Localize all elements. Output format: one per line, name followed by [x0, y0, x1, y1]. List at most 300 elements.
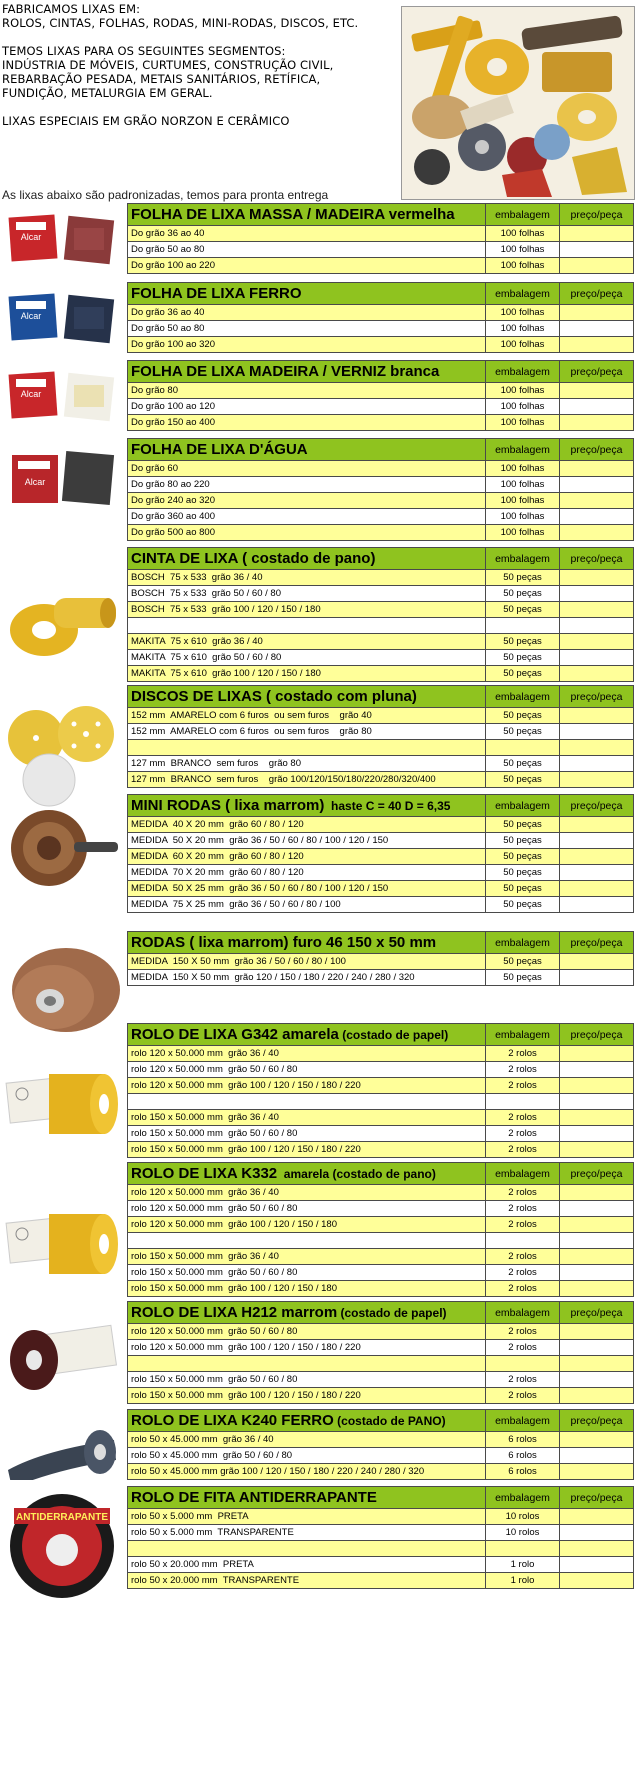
- price-table: [127, 1162, 634, 1297]
- packaging-quantity: 100 folhas: [486, 493, 560, 509]
- table-row: [128, 833, 634, 849]
- table-header-row: [128, 932, 634, 954]
- header-text: [2, 2, 402, 128]
- packaging-quantity: 50 peças: [486, 865, 560, 881]
- product-description: rolo 120 x 50.000 mm grão 100 / 120 / 150 / 180 / 220: [128, 1340, 486, 1356]
- section-title: [128, 548, 486, 570]
- packaging-quantity: 50 peças: [486, 586, 560, 602]
- table-row: [128, 1324, 634, 1340]
- product-description: Do grão 240 ao 320: [128, 493, 486, 509]
- table-row: [128, 1217, 634, 1233]
- table-header-row: [128, 361, 634, 383]
- packaging-quantity: 100 folhas: [486, 226, 560, 242]
- section-title-text: DISCOS DE LIXAS ( costado com pluna): [131, 688, 417, 705]
- header-line: ROLOS, CINTAS, FOLHAS, RODAS, MINI-RODAS, DISCOS, ETC.: [2, 16, 359, 30]
- packaging-quantity: 50 peças: [486, 602, 560, 618]
- price-cell: [560, 1046, 634, 1062]
- product-description: rolo 50 x 5.000 mm PRETA: [128, 1509, 486, 1525]
- header-line: FABRICAMOS LIXAS EM:: [2, 2, 141, 16]
- brown-paper-roll-image: [4, 1310, 122, 1400]
- section-title: [128, 795, 486, 817]
- product-description: rolo 120 x 50.000 mm grão 100 / 120 / 150 / 180 / 220: [128, 1078, 486, 1094]
- product-description: [128, 618, 486, 634]
- table-row: [128, 1046, 634, 1062]
- price-cell: [560, 570, 634, 586]
- hero-product-photo: [401, 6, 635, 200]
- price-cell: [560, 970, 634, 986]
- table-row: [128, 1265, 634, 1281]
- price-cell: [560, 399, 634, 415]
- product-description: 152 mm AMARELO com 6 furos ou sem furos grão 80: [128, 724, 486, 740]
- table-header-row: [128, 1410, 634, 1432]
- table-row: [128, 586, 634, 602]
- product-description: 152 mm AMARELO com 6 furos ou sem furos grão 40: [128, 708, 486, 724]
- price-cell: [560, 817, 634, 833]
- price-table: [127, 685, 634, 788]
- packaging-quantity: 6 rolos: [486, 1464, 560, 1480]
- price-cell: [560, 1388, 634, 1404]
- packaging-quantity: 100 folhas: [486, 415, 560, 431]
- product-description: rolo 150 x 50.000 mm grão 100 / 120 / 150 / 180: [128, 1281, 486, 1297]
- product-description: Do grão 36 ao 40: [128, 226, 486, 242]
- yellow-paper-roll-image: [4, 1050, 122, 1170]
- table-header-row: [128, 1163, 634, 1185]
- red-sandpaper-sheets-image: [4, 210, 122, 265]
- price-table: [127, 1301, 634, 1404]
- price-cell: [560, 772, 634, 788]
- table-row: [128, 618, 634, 634]
- header-line: LIXAS ESPECIAIS EM GRÃO NORZON E CERÂMICO: [2, 114, 290, 128]
- packaging-quantity: 2 rolos: [486, 1110, 560, 1126]
- price-cell: [560, 509, 634, 525]
- header-line: REBARBAÇÃO PESADA, METAIS SANITÁRIOS, RETÍFICA,: [2, 72, 321, 86]
- price-table: [127, 1023, 634, 1158]
- price-cell: [560, 1432, 634, 1448]
- packaging-column-header: embalagem: [486, 439, 560, 461]
- table-header-row: [128, 686, 634, 708]
- packaging-column-header: embalagem: [486, 795, 560, 817]
- table-row: [128, 1557, 634, 1573]
- table-row: [128, 881, 634, 897]
- table-header-row: [128, 283, 634, 305]
- price-cell: [560, 586, 634, 602]
- packaging-quantity: 50 peças: [486, 817, 560, 833]
- table-row: [128, 756, 634, 772]
- product-description: Do grão 80: [128, 383, 486, 399]
- price-cell: [560, 1110, 634, 1126]
- price-table: [127, 438, 634, 541]
- packaging-quantity: 1 rolo: [486, 1557, 560, 1573]
- table-row: [128, 1432, 634, 1448]
- price-cell: [560, 321, 634, 337]
- price-cell: [560, 305, 634, 321]
- product-description: Do grão 36 ao 40: [128, 305, 486, 321]
- packaging-column-header: embalagem: [486, 361, 560, 383]
- price-cell: [560, 1217, 634, 1233]
- packaging-quantity: 50 peças: [486, 881, 560, 897]
- product-description: Do grão 50 ao 80: [128, 321, 486, 337]
- table-row: [128, 1464, 634, 1480]
- table-row: [128, 242, 634, 258]
- price-cell: [560, 1233, 634, 1249]
- packaging-column-header: embalagem: [486, 1487, 560, 1509]
- price-table: [127, 360, 634, 431]
- section-title: [128, 361, 486, 383]
- table-row: [128, 383, 634, 399]
- price-table: [127, 1409, 634, 1480]
- price-cell: [560, 477, 634, 493]
- table-header-row: [128, 1487, 634, 1509]
- product-description: MEDIDA 60 X 20 mm grão 60 / 80 / 120: [128, 849, 486, 865]
- packaging-column-header: embalagem: [486, 283, 560, 305]
- price-cell: [560, 258, 634, 274]
- product-description: MEDIDA 50 X 25 mm grão 36 / 50 / 60 / 80 / 100 / 120 / 150: [128, 881, 486, 897]
- product-description: Do grão 500 ao 800: [128, 525, 486, 541]
- product-description: [128, 1356, 486, 1372]
- price-column-header: preço/peça: [560, 1302, 634, 1324]
- packaging-column-header: embalagem: [486, 1302, 560, 1324]
- section-title: [128, 1487, 486, 1509]
- product-description: rolo 50 x 45.000 mm grão 50 / 60 / 80: [128, 1448, 486, 1464]
- table-row: [128, 817, 634, 833]
- table-row: [128, 509, 634, 525]
- price-cell: [560, 1185, 634, 1201]
- price-column-header: preço/peça: [560, 795, 634, 817]
- table-row: [128, 1340, 634, 1356]
- price-cell: [560, 525, 634, 541]
- packaging-column-header: embalagem: [486, 1024, 560, 1046]
- price-cell: [560, 602, 634, 618]
- product-description: Do grão 100 ao 220: [128, 258, 486, 274]
- packaging-quantity: 2 rolos: [486, 1126, 560, 1142]
- price-cell: [560, 650, 634, 666]
- product-description: MEDIDA 70 X 20 mm grão 60 / 80 / 120: [128, 865, 486, 881]
- product-description: rolo 50 x 5.000 mm TRANSPARENTE: [128, 1525, 486, 1541]
- packaging-quantity: 2 rolos: [486, 1388, 560, 1404]
- table-row: [128, 1249, 634, 1265]
- table-row: [128, 1281, 634, 1297]
- price-cell: [560, 1573, 634, 1589]
- packaging-quantity: 100 folhas: [486, 399, 560, 415]
- price-cell: [560, 1372, 634, 1388]
- table-row: [128, 1126, 634, 1142]
- section-title-text: ROLO DE FITA ANTIDERRAPANTE: [131, 1489, 377, 1506]
- price-cell: [560, 242, 634, 258]
- header-gap: [2, 100, 402, 114]
- price-table: [127, 931, 634, 986]
- price-cell: [560, 383, 634, 399]
- blue-sandpaper-sheets-image: [4, 289, 122, 344]
- table-row: [128, 258, 634, 274]
- table-row: [128, 1573, 634, 1589]
- flap-wheel-image: [4, 935, 122, 1045]
- packaging-quantity: 50 peças: [486, 833, 560, 849]
- packaging-quantity: 100 folhas: [486, 242, 560, 258]
- price-cell: [560, 1126, 634, 1142]
- section-title: [128, 1024, 486, 1046]
- table-row: [128, 1094, 634, 1110]
- price-cell: [560, 1557, 634, 1573]
- table-row: [128, 954, 634, 970]
- section-title-text: ROLO DE LIXA K332: [131, 1165, 278, 1182]
- product-description: [128, 740, 486, 756]
- packaging-column-header: embalagem: [486, 686, 560, 708]
- product-description: rolo 150 x 50.000 mm grão 100 / 120 / 150 / 180 / 220: [128, 1142, 486, 1158]
- price-cell: [560, 666, 634, 682]
- table-row: [128, 493, 634, 509]
- section-title-text: FOLHA DE LIXA MASSA / MADEIRA vermelha: [131, 206, 455, 223]
- product-description: MEDIDA 40 X 20 mm grão 60 / 80 / 120: [128, 817, 486, 833]
- price-column-header: preço/peça: [560, 932, 634, 954]
- packaging-quantity: 100 folhas: [486, 461, 560, 477]
- price-table: [127, 1486, 634, 1589]
- table-row: [128, 1541, 634, 1557]
- product-description: BOSCH 75 x 533 grão 36 / 40: [128, 570, 486, 586]
- packaging-quantity: 2 rolos: [486, 1324, 560, 1340]
- table-row: [128, 1142, 634, 1158]
- table-header-row: [128, 439, 634, 461]
- packaging-column-header: embalagem: [486, 932, 560, 954]
- table-row: [128, 740, 634, 756]
- section-subtitle: (costado de PANO): [333, 1414, 446, 1428]
- table-row: [128, 321, 634, 337]
- table-header-row: [128, 795, 634, 817]
- sanding-discs-image: [4, 698, 122, 808]
- packaging-quantity: 2 rolos: [486, 1340, 560, 1356]
- product-description: [128, 1541, 486, 1557]
- packaging-quantity: 10 rolos: [486, 1509, 560, 1525]
- price-cell: [560, 1281, 634, 1297]
- table-row: [128, 650, 634, 666]
- section-title-text: FOLHA DE LIXA FERRO: [131, 285, 302, 302]
- price-cell: [560, 1509, 634, 1525]
- anti-slip-label: ANTIDERRAPANTE: [15, 1512, 109, 1523]
- packaging-quantity: [486, 618, 560, 634]
- packaging-quantity: 50 peças: [486, 570, 560, 586]
- packaging-quantity: 50 peças: [486, 724, 560, 740]
- price-column-header: preço/peça: [560, 439, 634, 461]
- product-description: rolo 120 x 50.000 mm grão 36 / 40: [128, 1185, 486, 1201]
- table-row: [128, 1233, 634, 1249]
- price-cell: [560, 1142, 634, 1158]
- table-row: [128, 1110, 634, 1126]
- water-sandpaper-sheets-image: [4, 445, 122, 525]
- packaging-quantity: 2 rolos: [486, 1265, 560, 1281]
- section-title-text: FOLHA DE LIXA D'ÁGUA: [131, 441, 308, 458]
- product-description: Do grão 150 ao 400: [128, 415, 486, 431]
- product-description: rolo 120 x 50.000 mm grão 50 / 60 / 80: [128, 1062, 486, 1078]
- packaging-quantity: 50 peças: [486, 849, 560, 865]
- table-row: [128, 477, 634, 493]
- table-row: [128, 337, 634, 353]
- svg-text:Alcar: Alcar: [20, 389, 42, 399]
- product-description: rolo 50 x 20.000 mm PRETA: [128, 1557, 486, 1573]
- packaging-quantity: 100 folhas: [486, 525, 560, 541]
- packaging-quantity: [486, 1541, 560, 1557]
- table-row: [128, 1372, 634, 1388]
- table-row: [128, 1062, 634, 1078]
- section-title: [128, 686, 486, 708]
- table-row: [128, 1078, 634, 1094]
- price-table: [127, 203, 634, 274]
- product-description: rolo 150 x 50.000 mm grão 100 / 120 / 150 / 180 / 220: [128, 1388, 486, 1404]
- price-cell: [560, 1078, 634, 1094]
- product-description: rolo 150 x 50.000 mm grão 36 / 40: [128, 1249, 486, 1265]
- packaging-quantity: 100 folhas: [486, 305, 560, 321]
- packaging-quantity: 100 folhas: [486, 477, 560, 493]
- packaging-quantity: 100 folhas: [486, 321, 560, 337]
- table-row: [128, 708, 634, 724]
- product-description: MEDIDA 150 X 50 mm grão 120 / 150 / 180 / 220 / 240 / 280 / 320: [128, 970, 486, 986]
- product-description: rolo 50 x 45.000 mm grão 100 / 120 / 150 / 180 / 220 / 240 / 280 / 320: [128, 1464, 486, 1480]
- product-description: MEDIDA 50 X 20 mm grão 36 / 50 / 60 / 80 / 100 / 120 / 150: [128, 833, 486, 849]
- header-line: INDÚSTRIA DE MÓVEIS, CURTUMES, CONSTRUÇÃO CIVIL,: [2, 58, 334, 72]
- product-description: rolo 120 x 50.000 mm grão 50 / 60 / 80: [128, 1324, 486, 1340]
- section-title: [128, 1163, 486, 1185]
- packaging-quantity: 100 folhas: [486, 383, 560, 399]
- packaging-quantity: [486, 1094, 560, 1110]
- price-cell: [560, 833, 634, 849]
- price-table: [127, 282, 634, 353]
- svg-text:Alcar: Alcar: [24, 477, 46, 487]
- price-column-header: preço/peça: [560, 283, 634, 305]
- white-sandpaper-sheets-image: [4, 367, 122, 422]
- packaging-quantity: 2 rolos: [486, 1062, 560, 1078]
- price-cell: [560, 954, 634, 970]
- price-cell: [560, 493, 634, 509]
- table-header-row: [128, 204, 634, 226]
- section-subtitle: (costado de papel): [338, 1028, 449, 1042]
- price-cell: [560, 1541, 634, 1557]
- section-title-text: RODAS ( lixa marrom) furo 46 150 x 50 mm: [131, 934, 437, 951]
- price-cell: [560, 1324, 634, 1340]
- product-description: rolo 120 x 50.000 mm grão 100 / 120 / 150 / 180: [128, 1217, 486, 1233]
- product-description: rolo 150 x 50.000 mm grão 50 / 60 / 80: [128, 1126, 486, 1142]
- price-cell: [560, 415, 634, 431]
- product-description: 127 mm BRANCO sem furos grão 80: [128, 756, 486, 772]
- packaging-quantity: 2 rolos: [486, 1249, 560, 1265]
- svg-text:Alcar: Alcar: [20, 232, 42, 242]
- price-column-header: preço/peça: [560, 1163, 634, 1185]
- product-description: Do grão 50 ao 80: [128, 242, 486, 258]
- table-row: [128, 634, 634, 650]
- price-cell: [560, 1525, 634, 1541]
- product-description: MEDIDA 75 X 25 mm grão 36 / 50 / 60 / 80 / 100: [128, 897, 486, 913]
- table-row: [128, 415, 634, 431]
- packaging-quantity: 100 folhas: [486, 509, 560, 525]
- packaging-quantity: 2 rolos: [486, 1142, 560, 1158]
- header-gap: [2, 30, 402, 44]
- packaging-quantity: 2 rolos: [486, 1217, 560, 1233]
- table-row: [128, 849, 634, 865]
- table-row: [128, 897, 634, 913]
- header-line: FUNDIÇÃO, METALURGIA EM GERAL.: [2, 86, 213, 100]
- price-column-header: preço/peça: [560, 1487, 634, 1509]
- packaging-quantity: 10 rolos: [486, 1525, 560, 1541]
- table-row: [128, 602, 634, 618]
- section-title-text: ROLO DE LIXA K240 FERRO: [131, 1412, 334, 1429]
- product-description: MAKITA 75 x 610 grão 50 / 60 / 80: [128, 650, 486, 666]
- section-title: [128, 204, 486, 226]
- table-row: [128, 461, 634, 477]
- packaging-quantity: 6 rolos: [486, 1432, 560, 1448]
- price-cell: [560, 1464, 634, 1480]
- packaging-quantity: 2 rolos: [486, 1078, 560, 1094]
- sanding-belts-image: [4, 560, 122, 685]
- product-description: rolo 150 x 50.000 mm grão 50 / 60 / 80: [128, 1372, 486, 1388]
- product-description: Do grão 100 ao 320: [128, 337, 486, 353]
- product-description: [128, 1233, 486, 1249]
- packaging-quantity: 2 rolos: [486, 1185, 560, 1201]
- product-description: MEDIDA 150 X 50 mm grão 36 / 50 / 60 / 80 / 100: [128, 954, 486, 970]
- packaging-quantity: [486, 1233, 560, 1249]
- product-description: MAKITA 75 x 610 grão 36 / 40: [128, 634, 486, 650]
- product-description: rolo 150 x 50.000 mm grão 36 / 40: [128, 1110, 486, 1126]
- price-cell: [560, 1448, 634, 1464]
- price-cell: [560, 740, 634, 756]
- yellow-cloth-roll-image: [4, 1190, 122, 1300]
- table-row: [128, 1509, 634, 1525]
- price-cell: [560, 881, 634, 897]
- product-description: rolo 120 x 50.000 mm grão 36 / 40: [128, 1046, 486, 1062]
- packaging-quantity: 50 peças: [486, 634, 560, 650]
- product-description: Do grão 60: [128, 461, 486, 477]
- packaging-quantity: 2 rolos: [486, 1046, 560, 1062]
- price-cell: [560, 1201, 634, 1217]
- section-title-text: ROLO DE LIXA H212 marrom: [131, 1304, 338, 1321]
- price-cell: [560, 1265, 634, 1281]
- section-subtitle: amarela (costado de pano): [277, 1167, 436, 1181]
- product-description: Do grão 80 ao 220: [128, 477, 486, 493]
- table-row: [128, 570, 634, 586]
- price-cell: [560, 226, 634, 242]
- section-title: [128, 932, 486, 954]
- packaging-quantity: 100 folhas: [486, 258, 560, 274]
- price-cell: [560, 1356, 634, 1372]
- product-description: 127 mm BRANCO sem furos grão 100/120/150/180/220/280/320/400: [128, 772, 486, 788]
- table-row: [128, 1185, 634, 1201]
- packaging-column-header: embalagem: [486, 1163, 560, 1185]
- price-cell: [560, 337, 634, 353]
- section-title: [128, 1410, 486, 1432]
- price-cell: [560, 708, 634, 724]
- packaging-quantity: 100 folhas: [486, 337, 560, 353]
- price-table: [127, 547, 634, 682]
- table-row: [128, 772, 634, 788]
- packaging-quantity: 6 rolos: [486, 1448, 560, 1464]
- table-row: [128, 305, 634, 321]
- flap-wheel-shaft-image: [4, 798, 122, 908]
- price-cell: [560, 461, 634, 477]
- price-column-header: preço/peça: [560, 1410, 634, 1432]
- packaging-quantity: 50 peças: [486, 954, 560, 970]
- packaging-quantity: 50 peças: [486, 970, 560, 986]
- section-title: [128, 283, 486, 305]
- section-title-text: FOLHA DE LIXA MADEIRA / VERNIZ branca: [131, 363, 440, 380]
- table-header-row: [128, 548, 634, 570]
- packaging-quantity: 50 peças: [486, 708, 560, 724]
- price-cell: [560, 1340, 634, 1356]
- table-row: [128, 724, 634, 740]
- product-description: rolo 50 x 45.000 mm grão 36 / 40: [128, 1432, 486, 1448]
- product-description: BOSCH 75 x 533 grão 50 / 60 / 80: [128, 586, 486, 602]
- packaging-quantity: 2 rolos: [486, 1372, 560, 1388]
- table-row: [128, 1356, 634, 1372]
- price-cell: [560, 1249, 634, 1265]
- product-description: rolo 50 x 20.000 mm TRANSPARENTE: [128, 1573, 486, 1589]
- table-header-row: [128, 1024, 634, 1046]
- table-header-row: [128, 1302, 634, 1324]
